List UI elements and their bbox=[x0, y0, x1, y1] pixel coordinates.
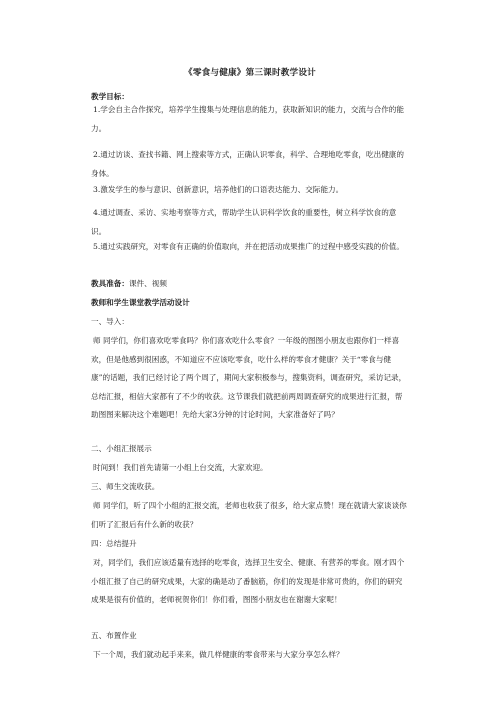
objective-1 bbox=[91, 101, 409, 138]
objectives-heading: 教学目标： bbox=[91, 92, 129, 101]
section-3-heading: 三、师生交流收获。 bbox=[91, 482, 160, 491]
objective-3 bbox=[91, 181, 409, 200]
section-text: 时间到！我们首先请第一小组上台交流，大家欢迎。 bbox=[93, 463, 268, 472]
section-text: 下一个周，我们就动起手来来，做几样健康的零食带来与大家分享怎么样？ bbox=[93, 650, 344, 659]
tools-value: 课件、视频 bbox=[128, 279, 167, 288]
section-text: 师 同学们，听了四个小组的汇报交流，老师也收获了很多，给大家点赞！现在就请大家谈谈你们听了汇报后有什么新的收获？ bbox=[91, 501, 407, 529]
tools-line bbox=[91, 275, 409, 294]
section-5-body bbox=[91, 646, 409, 665]
section-2-body bbox=[91, 459, 409, 478]
section-4-heading: 四：总结提升 bbox=[91, 539, 137, 548]
section-4-body bbox=[91, 554, 409, 610]
objective-5 bbox=[91, 238, 409, 257]
section-text: 对，同学们，我们应该适量有选择的吃零食，选择卫生安全、健康、有营养的零食。刚才四个小组汇报了自己的研究成果，大家的确是动了番脑筋，你们的发现是非常可贵的，你们的研究成果是很有价值的，老师祝贺你们！你们看，图图小朋友也在谢谢大家呢！ bbox=[91, 558, 405, 605]
objective-text: 5.通过实践研究，对零食有正确的价值取向，并在把活动成果推广的过程中感受实践的价值。 bbox=[93, 242, 404, 251]
objective-2 bbox=[91, 146, 409, 183]
section-1-body bbox=[91, 332, 409, 425]
objective-4 bbox=[91, 204, 409, 241]
section-text: 师 同学们，你们喜欢吃零食吗？你们喜欢吃什么零食？一年级的图图小朋友也跟你们一样喜欢，但是他感到很困惑，不知道应不应该吃零食，吃什么样的零食才健康？关于“零食与健康”的话题，我们已经讨论了两个周了，期间大家积极参与，搜集资料，调查研究，采访记录，总结汇报，相信大家都有了不少的收获。这节课我们就把前两周调查研究的成果进行汇报，帮助图图来解决这个难题吧！先给大家3分钟的讨论时间，大家准备好了吗？ bbox=[91, 336, 407, 420]
section-2-heading: 二、小组汇报展示 bbox=[91, 444, 152, 453]
tools-label: 教具准备： bbox=[91, 279, 129, 288]
objective-text: 3.激发学生的参与意识、创新意识，培养他们的口语表达能力、交际能力。 bbox=[93, 185, 344, 194]
activity-heading: 教师和学生课堂教学活动设计 bbox=[91, 298, 190, 307]
objective-text: 1.学会自主合作探究，培养学生搜集与处理信息的能力，获取新知识的能力，交流与合作的能力。 bbox=[91, 105, 404, 133]
document-title: 《零食与健康》第三课时教学设计 bbox=[184, 68, 316, 78]
section-5-heading: 五、布置作业 bbox=[91, 631, 137, 640]
section-1-heading: 一、导入： bbox=[91, 317, 129, 326]
objective-text: 4.通过调查、采访、实地考察等方式，帮助学生认识科学饮食的重要性，树立科学饮食的意识。 bbox=[91, 208, 397, 236]
objective-text: 2.通过访谈、查找书籍、网上搜索等方式，正确认识零食，科学、合理地吃零食，吃出健康的身体。 bbox=[91, 150, 404, 178]
section-3-body bbox=[91, 497, 409, 534]
